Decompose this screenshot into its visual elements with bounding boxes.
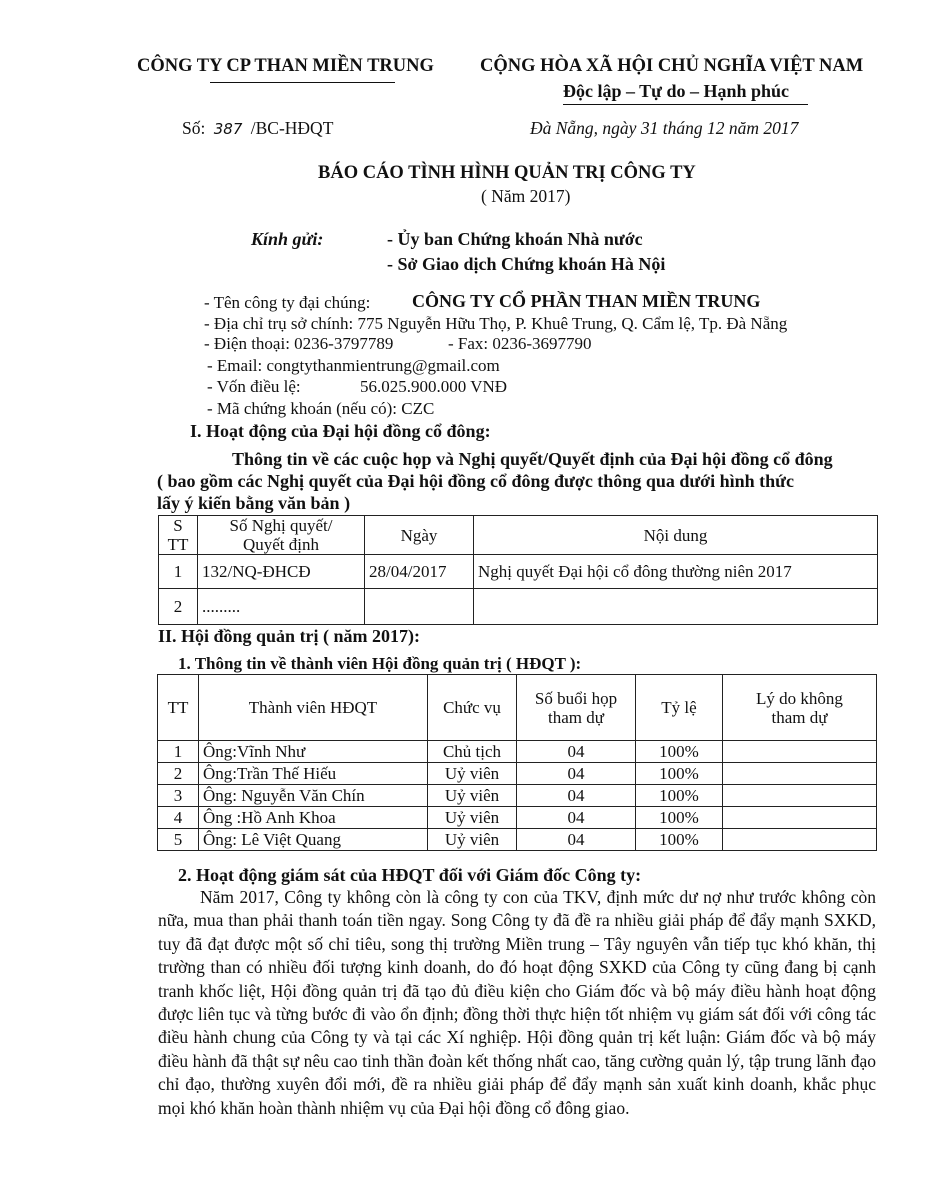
header-rate: Tỷ lệ [636, 675, 723, 741]
cell-member: Ông: Nguyễn Văn Chín [199, 785, 428, 807]
republic-title: CỘNG HÒA XÃ HỘI CHỦ NGHĨA VIỆT NAM [480, 56, 864, 76]
company-address: - Địa chỉ trụ sở chính: 775 Nguyễn Hữu Thọ, P. Khuê Trung, Q. Cẩm lệ, Tp. Đà Nẵng [204, 314, 788, 333]
header-content: Nội dung [474, 516, 878, 555]
board-members-table [157, 674, 877, 851]
cell-role: Uỷ viên [428, 807, 517, 829]
resolutions-table [158, 515, 878, 625]
cell-reason [723, 785, 877, 807]
header-role: Chức vụ [428, 675, 517, 741]
cell-date [365, 589, 474, 625]
cell-member: Ông:Trần Thế Hiếu [199, 763, 428, 785]
table-row [158, 741, 877, 763]
cell-content: Nghị quyết Đại hội cổ đông thường niên 2017 [474, 555, 878, 589]
capital-label: - Vốn điều lệ: [207, 377, 301, 396]
table-row [158, 807, 877, 829]
cell-rate: 100% [636, 785, 723, 807]
cell-member: Ông:Vĩnh Như [199, 741, 428, 763]
cell-tt: 2 [158, 763, 199, 785]
capital-value: 56.025.900.000 VNĐ [360, 377, 508, 396]
cell-sessions: 04 [517, 785, 636, 807]
header-sessions: Số buổi họp tham dự [517, 675, 636, 741]
cell-content [474, 589, 878, 625]
cell-rate: 100% [636, 807, 723, 829]
table-row [159, 555, 878, 589]
stock-code: - Mã chứng khoán (nếu có): CZC [207, 399, 435, 418]
cell-role: Uỷ viên [428, 829, 517, 851]
section-1-line3: lấy ý kiến bằng văn bản ) [157, 493, 351, 513]
header-stt: S TT [159, 516, 198, 555]
cell-tt: 1 [158, 741, 199, 763]
company-underline [210, 82, 395, 83]
cell-reason [723, 763, 877, 785]
report-year: ( Năm 2017) [481, 186, 571, 206]
cell-rate: 100% [636, 763, 723, 785]
cell-role: Chủ tịch [428, 741, 517, 763]
table-row [158, 785, 877, 807]
cell-role: Uỷ viên [428, 763, 517, 785]
cell-sessions: 04 [517, 763, 636, 785]
recipient-2: - Sở Giao dịch Chứng khoán Hà Nội [387, 254, 666, 274]
place-date: Đà Nẵng, ngày 31 tháng 12 năm 2017 [530, 118, 799, 138]
document-number: Số: 387 /BC-HĐQT [182, 118, 334, 138]
company-name-label: - Tên công ty đại chúng: [204, 293, 371, 312]
header-reason: Lý do không tham dự [723, 675, 877, 741]
cell-tt: 3 [158, 785, 199, 807]
cell-role: Uỷ viên [428, 785, 517, 807]
table-row [158, 829, 877, 851]
table-header-row [158, 675, 877, 741]
cell-number: ......... [198, 589, 365, 625]
company-phone: - Điện thoại: 0236-3797789 [204, 334, 394, 353]
cell-stt: 2 [159, 589, 198, 625]
section-2-sub2: 2. Hoạt động giám sát của HĐQT đối với Giám đốc Công ty: [178, 865, 642, 885]
section-1-line2: ( bao gồm các Nghị quyết của Đại hội đồng cổ đông được thông qua dưới hình thức [157, 471, 794, 491]
cell-sessions: 04 [517, 829, 636, 851]
table-header-row [159, 516, 878, 555]
header-member: Thành viên HĐQT [199, 675, 428, 741]
cell-member: Ông: Lê Việt Quang [199, 829, 428, 851]
section-2-heading: II. Hội đồng quản trị ( năm 2017): [158, 626, 421, 646]
cell-tt: 4 [158, 807, 199, 829]
header-date: Ngày [365, 516, 474, 555]
company-name: CÔNG TY CP THAN MIỀN TRUNG [137, 56, 434, 76]
cell-tt: 5 [158, 829, 199, 851]
cell-rate: 100% [636, 741, 723, 763]
motto-underline [563, 104, 808, 105]
header-tt: TT [158, 675, 199, 741]
handwritten-number: 387 [213, 120, 243, 138]
cell-reason [723, 741, 877, 763]
supervision-paragraph: Năm 2017, Công ty không còn là công ty con của TKV, định mức dư nợ như trước không còn nữa, mua than phải thanh toán tiền ngay. Song Công ty đã đề ra nhiều giải pháp để đẩy mạnh SXKD, tuy đã đạt được một số chỉ tiêu, song thị trường Miền trung – Tây nguyên vẫn tiếp tục khó khăn, thị trường than có nhiều đối tượng kinh doanh, do đó hoạt động SXKD của Công ty cũng đang bị cạnh tranh khốc liệt, Hội đồng quản trị đã tạo đủ điều kiện cho Giám đốc và bộ máy điều hành hoạt động được liên tục và từng bước đi vào ổn định; đồng thời thực hiện tốt nhiệm vụ giám sát đối với công tác điều hành chung của Công ty và tại các Xí nghiệp. Hội đồng quản trị kết luận: Giám đốc và bộ máy điều hành đã thật sự nêu cao tinh thần đoàn kết thống nhất cao, tăng cường quản lý, tập trung lãnh đạo chỉ đạo, thường xuyên đổi mới, đề ra nhiều giải pháp để đẩy mạnh sản xuất kinh doanh, khắc phục mọi khó khăn hoàn thành nhiệm vụ của Đại hội đồng cổ đông giao. [158, 887, 876, 1118]
recipient-1: - Ủy ban Chứng khoán Nhà nước [387, 229, 643, 249]
section-2-sub1: 1. Thông tin về thành viên Hội đồng quản trị ( HĐQT ): [178, 654, 582, 673]
table-row [158, 763, 877, 785]
header-number: Số Nghị quyết/ Quyết định [198, 516, 365, 555]
cell-sessions: 04 [517, 741, 636, 763]
company-fax: - Fax: 0236-3697790 [448, 334, 592, 353]
recipients-label: Kính gửi: [251, 229, 324, 249]
company-email: - Email: congtythanmientrung@gmail.com [207, 356, 500, 375]
cell-date: 28/04/2017 [365, 555, 474, 589]
section-1-line1: Thông tin về các cuộc họp và Nghị quyết/Quyết định của Đại hội đồng cổ đông [232, 449, 833, 469]
section-1-heading: I. Hoạt động của Đại hội đồng cổ đông: [190, 421, 491, 441]
cell-reason [723, 829, 877, 851]
table-row [159, 589, 878, 625]
motto: Độc lập – Tự do – Hạnh phúc [563, 81, 790, 101]
cell-sessions: 04 [517, 807, 636, 829]
cell-member: Ông :Hồ Anh Khoa [199, 807, 428, 829]
cell-reason [723, 807, 877, 829]
cell-number: 132/NQ-ĐHCĐ [198, 555, 365, 589]
cell-stt: 1 [159, 555, 198, 589]
cell-rate: 100% [636, 829, 723, 851]
company-name-value: CÔNG TY CỔ PHẦN THAN MIỀN TRUNG [412, 291, 761, 311]
report-title: BÁO CÁO TÌNH HÌNH QUẢN TRỊ CÔNG TY [318, 163, 696, 183]
